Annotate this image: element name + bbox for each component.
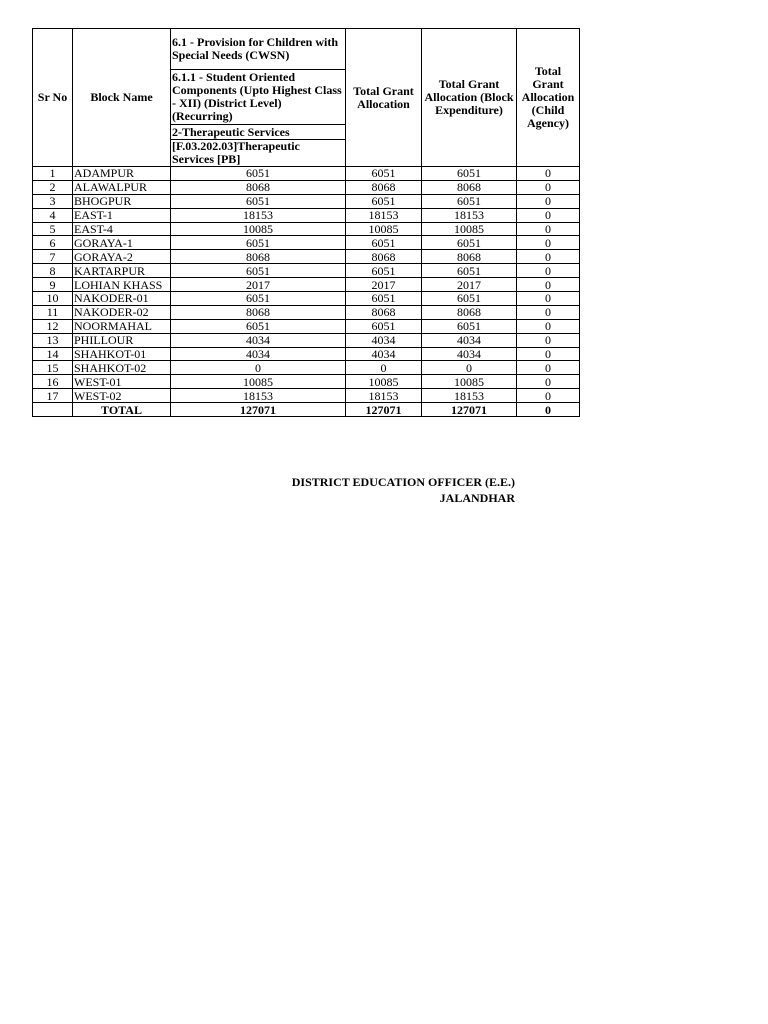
child-agency-cell: 0 <box>517 180 580 194</box>
header-therapeutic-code: [F.03.202.03]Therapeutic Services [PB] <box>171 140 346 167</box>
total-sr-cell <box>33 403 73 417</box>
sr-no-cell: 4 <box>33 208 73 222</box>
therapeutic-cell: 18153 <box>171 389 346 403</box>
signature-title: DISTRICT EDUCATION OFFICER (E.E.) <box>291 475 515 489</box>
sr-no-cell: 12 <box>33 319 73 333</box>
total-grant-cell: 6051 <box>346 167 422 181</box>
block-name-cell: WEST-02 <box>73 389 171 403</box>
block-exp-cell: 6051 <box>422 292 517 306</box>
block-name-cell: WEST-01 <box>73 375 171 389</box>
sr-no-cell: 9 <box>33 278 73 292</box>
total-therapeutic: 127071 <box>171 403 346 417</box>
total-grant-cell: 18153 <box>346 389 422 403</box>
table-row <box>33 250 580 264</box>
sr-no-cell: 7 <box>33 250 73 264</box>
total-grant-cell: 4034 <box>346 347 422 361</box>
therapeutic-cell: 10085 <box>171 222 346 236</box>
block-name-cell: SHAHKOT-02 <box>73 361 171 375</box>
therapeutic-cell: 6051 <box>171 264 346 278</box>
child-agency-cell: 0 <box>517 319 580 333</box>
sr-no-cell: 17 <box>33 389 73 403</box>
block-exp-cell: 18153 <box>422 208 517 222</box>
table-row <box>33 208 580 222</box>
therapeutic-cell: 8068 <box>171 180 346 194</box>
table-total <box>33 403 580 417</box>
table-row <box>33 292 580 306</box>
child-agency-cell: 0 <box>517 222 580 236</box>
total-grant-cell: 6051 <box>346 236 422 250</box>
block-exp-cell: 10085 <box>422 375 517 389</box>
total-label: TOTAL <box>73 403 171 417</box>
total-grant-cell: 8068 <box>346 250 422 264</box>
child-agency-cell: 0 <box>517 305 580 319</box>
total-grant-cell: 18153 <box>346 208 422 222</box>
header-total-grant-block: Total Grant Allocation (Block Expenditure) <box>422 29 517 167</box>
therapeutic-cell: 8068 <box>171 250 346 264</box>
header-sr-no: Sr No <box>33 29 73 167</box>
table-body <box>33 167 580 403</box>
sr-no-cell: 14 <box>33 347 73 361</box>
total-grant-cell: 6051 <box>346 292 422 306</box>
total-grant-cell: 8068 <box>346 180 422 194</box>
therapeutic-cell: 0 <box>171 361 346 375</box>
block-exp-cell: 4034 <box>422 347 517 361</box>
table-row <box>33 319 580 333</box>
block-exp-cell: 10085 <box>422 222 517 236</box>
table-row <box>33 333 580 347</box>
table-row <box>33 361 580 375</box>
block-exp-cell: 4034 <box>422 333 517 347</box>
table-row <box>33 222 580 236</box>
child-agency-cell: 0 <box>517 347 580 361</box>
total-grant-cell: 6051 <box>346 319 422 333</box>
table-row <box>33 264 580 278</box>
sr-no-cell: 16 <box>33 375 73 389</box>
block-exp-cell: 6051 <box>422 167 517 181</box>
therapeutic-cell: 6051 <box>171 319 346 333</box>
child-agency-cell: 0 <box>517 194 580 208</box>
total-grant-cell: 10085 <box>346 375 422 389</box>
block-exp-cell: 6051 <box>422 264 517 278</box>
block-name-cell: NAKODER-02 <box>73 305 171 319</box>
block-exp-cell: 6051 <box>422 319 517 333</box>
child-agency-cell: 0 <box>517 361 580 375</box>
sr-no-cell: 15 <box>33 361 73 375</box>
child-agency-cell: 0 <box>517 208 580 222</box>
table-row <box>33 236 580 250</box>
therapeutic-cell: 4034 <box>171 347 346 361</box>
total-grant-cell: 2017 <box>346 278 422 292</box>
child-agency-cell: 0 <box>517 264 580 278</box>
header-therapeutic-services: 2-Therapeutic Services <box>171 125 346 140</box>
therapeutic-cell: 6051 <box>171 236 346 250</box>
header-student-oriented: 6.1.1 - Student Oriented Components (Upto Highest Class - XII) (District Level) (Recurring) <box>171 70 346 125</box>
child-agency-cell: 0 <box>517 292 580 306</box>
table-header <box>33 29 580 167</box>
therapeutic-cell: 4034 <box>171 333 346 347</box>
table-row <box>33 375 580 389</box>
block-exp-cell: 2017 <box>422 278 517 292</box>
therapeutic-cell: 2017 <box>171 278 346 292</box>
table-row <box>33 347 580 361</box>
child-agency-cell: 0 <box>517 389 580 403</box>
block-name-cell: EAST-1 <box>73 208 171 222</box>
child-agency-cell: 0 <box>517 167 580 181</box>
block-name-cell: BHOGPUR <box>73 194 171 208</box>
block-name-cell: NOORMAHAL <box>73 319 171 333</box>
block-name-cell: GORAYA-1 <box>73 236 171 250</box>
child-agency-cell: 0 <box>517 236 580 250</box>
sr-no-cell: 10 <box>33 292 73 306</box>
header-total-grant: Total Grant Allocation <box>346 29 422 167</box>
child-agency-cell: 0 <box>517 278 580 292</box>
block-exp-cell: 6051 <box>422 194 517 208</box>
therapeutic-cell: 8068 <box>171 305 346 319</box>
block-name-cell: LOHIAN KHASS <box>73 278 171 292</box>
total-block-exp: 127071 <box>422 403 517 417</box>
block-name-cell: NAKODER-01 <box>73 292 171 306</box>
signature-location: JALANDHAR <box>439 491 515 505</box>
table-row <box>33 180 580 194</box>
table-row <box>33 194 580 208</box>
total-grant-cell: 10085 <box>346 222 422 236</box>
block-name-cell: SHAHKOT-01 <box>73 347 171 361</box>
therapeutic-cell: 6051 <box>171 194 346 208</box>
sr-no-cell: 5 <box>33 222 73 236</box>
therapeutic-cell: 10085 <box>171 375 346 389</box>
therapeutic-cell: 6051 <box>171 167 346 181</box>
total-row <box>33 403 580 417</box>
therapeutic-cell: 6051 <box>171 292 346 306</box>
block-exp-cell: 18153 <box>422 389 517 403</box>
block-exp-cell: 0 <box>422 361 517 375</box>
sr-no-cell: 8 <box>33 264 73 278</box>
block-exp-cell: 6051 <box>422 236 517 250</box>
block-exp-cell: 8068 <box>422 305 517 319</box>
child-agency-cell: 0 <box>517 250 580 264</box>
sr-no-cell: 2 <box>33 180 73 194</box>
block-name-cell: GORAYA-2 <box>73 250 171 264</box>
block-exp-cell: 8068 <box>422 180 517 194</box>
grant-allocation-table <box>32 28 580 417</box>
therapeutic-cell: 18153 <box>171 208 346 222</box>
sr-no-cell: 1 <box>33 167 73 181</box>
table-row <box>33 305 580 319</box>
total-grant-cell: 6051 <box>346 264 422 278</box>
sr-no-cell: 13 <box>33 333 73 347</box>
table-row <box>33 278 580 292</box>
block-name-cell: ALAWALPUR <box>73 180 171 194</box>
total-child: 0 <box>517 403 580 417</box>
block-name-cell: EAST-4 <box>73 222 171 236</box>
sr-no-cell: 6 <box>33 236 73 250</box>
sr-no-cell: 11 <box>33 305 73 319</box>
header-cwsn: 6.1 - Provision for Children with Special Needs (CWSN) <box>171 29 346 70</box>
total-grant-cell: 4034 <box>346 333 422 347</box>
sr-no-cell: 3 <box>33 194 73 208</box>
total-grant-cell: 8068 <box>346 305 422 319</box>
total-grant-cell: 6051 <box>346 194 422 208</box>
block-name-cell: PHILLOUR <box>73 333 171 347</box>
total-grant-total: 127071 <box>346 403 422 417</box>
table-row <box>33 167 580 181</box>
header-block-name: Block Name <box>73 29 171 167</box>
header-total-grant-child: Total Grant Allocation (Child Agency) <box>517 29 580 167</box>
total-grant-cell: 0 <box>346 361 422 375</box>
child-agency-cell: 0 <box>517 375 580 389</box>
block-exp-cell: 8068 <box>422 250 517 264</box>
block-name-cell: KARTARPUR <box>73 264 171 278</box>
block-name-cell: ADAMPUR <box>73 167 171 181</box>
table-row <box>33 389 580 403</box>
child-agency-cell: 0 <box>517 333 580 347</box>
